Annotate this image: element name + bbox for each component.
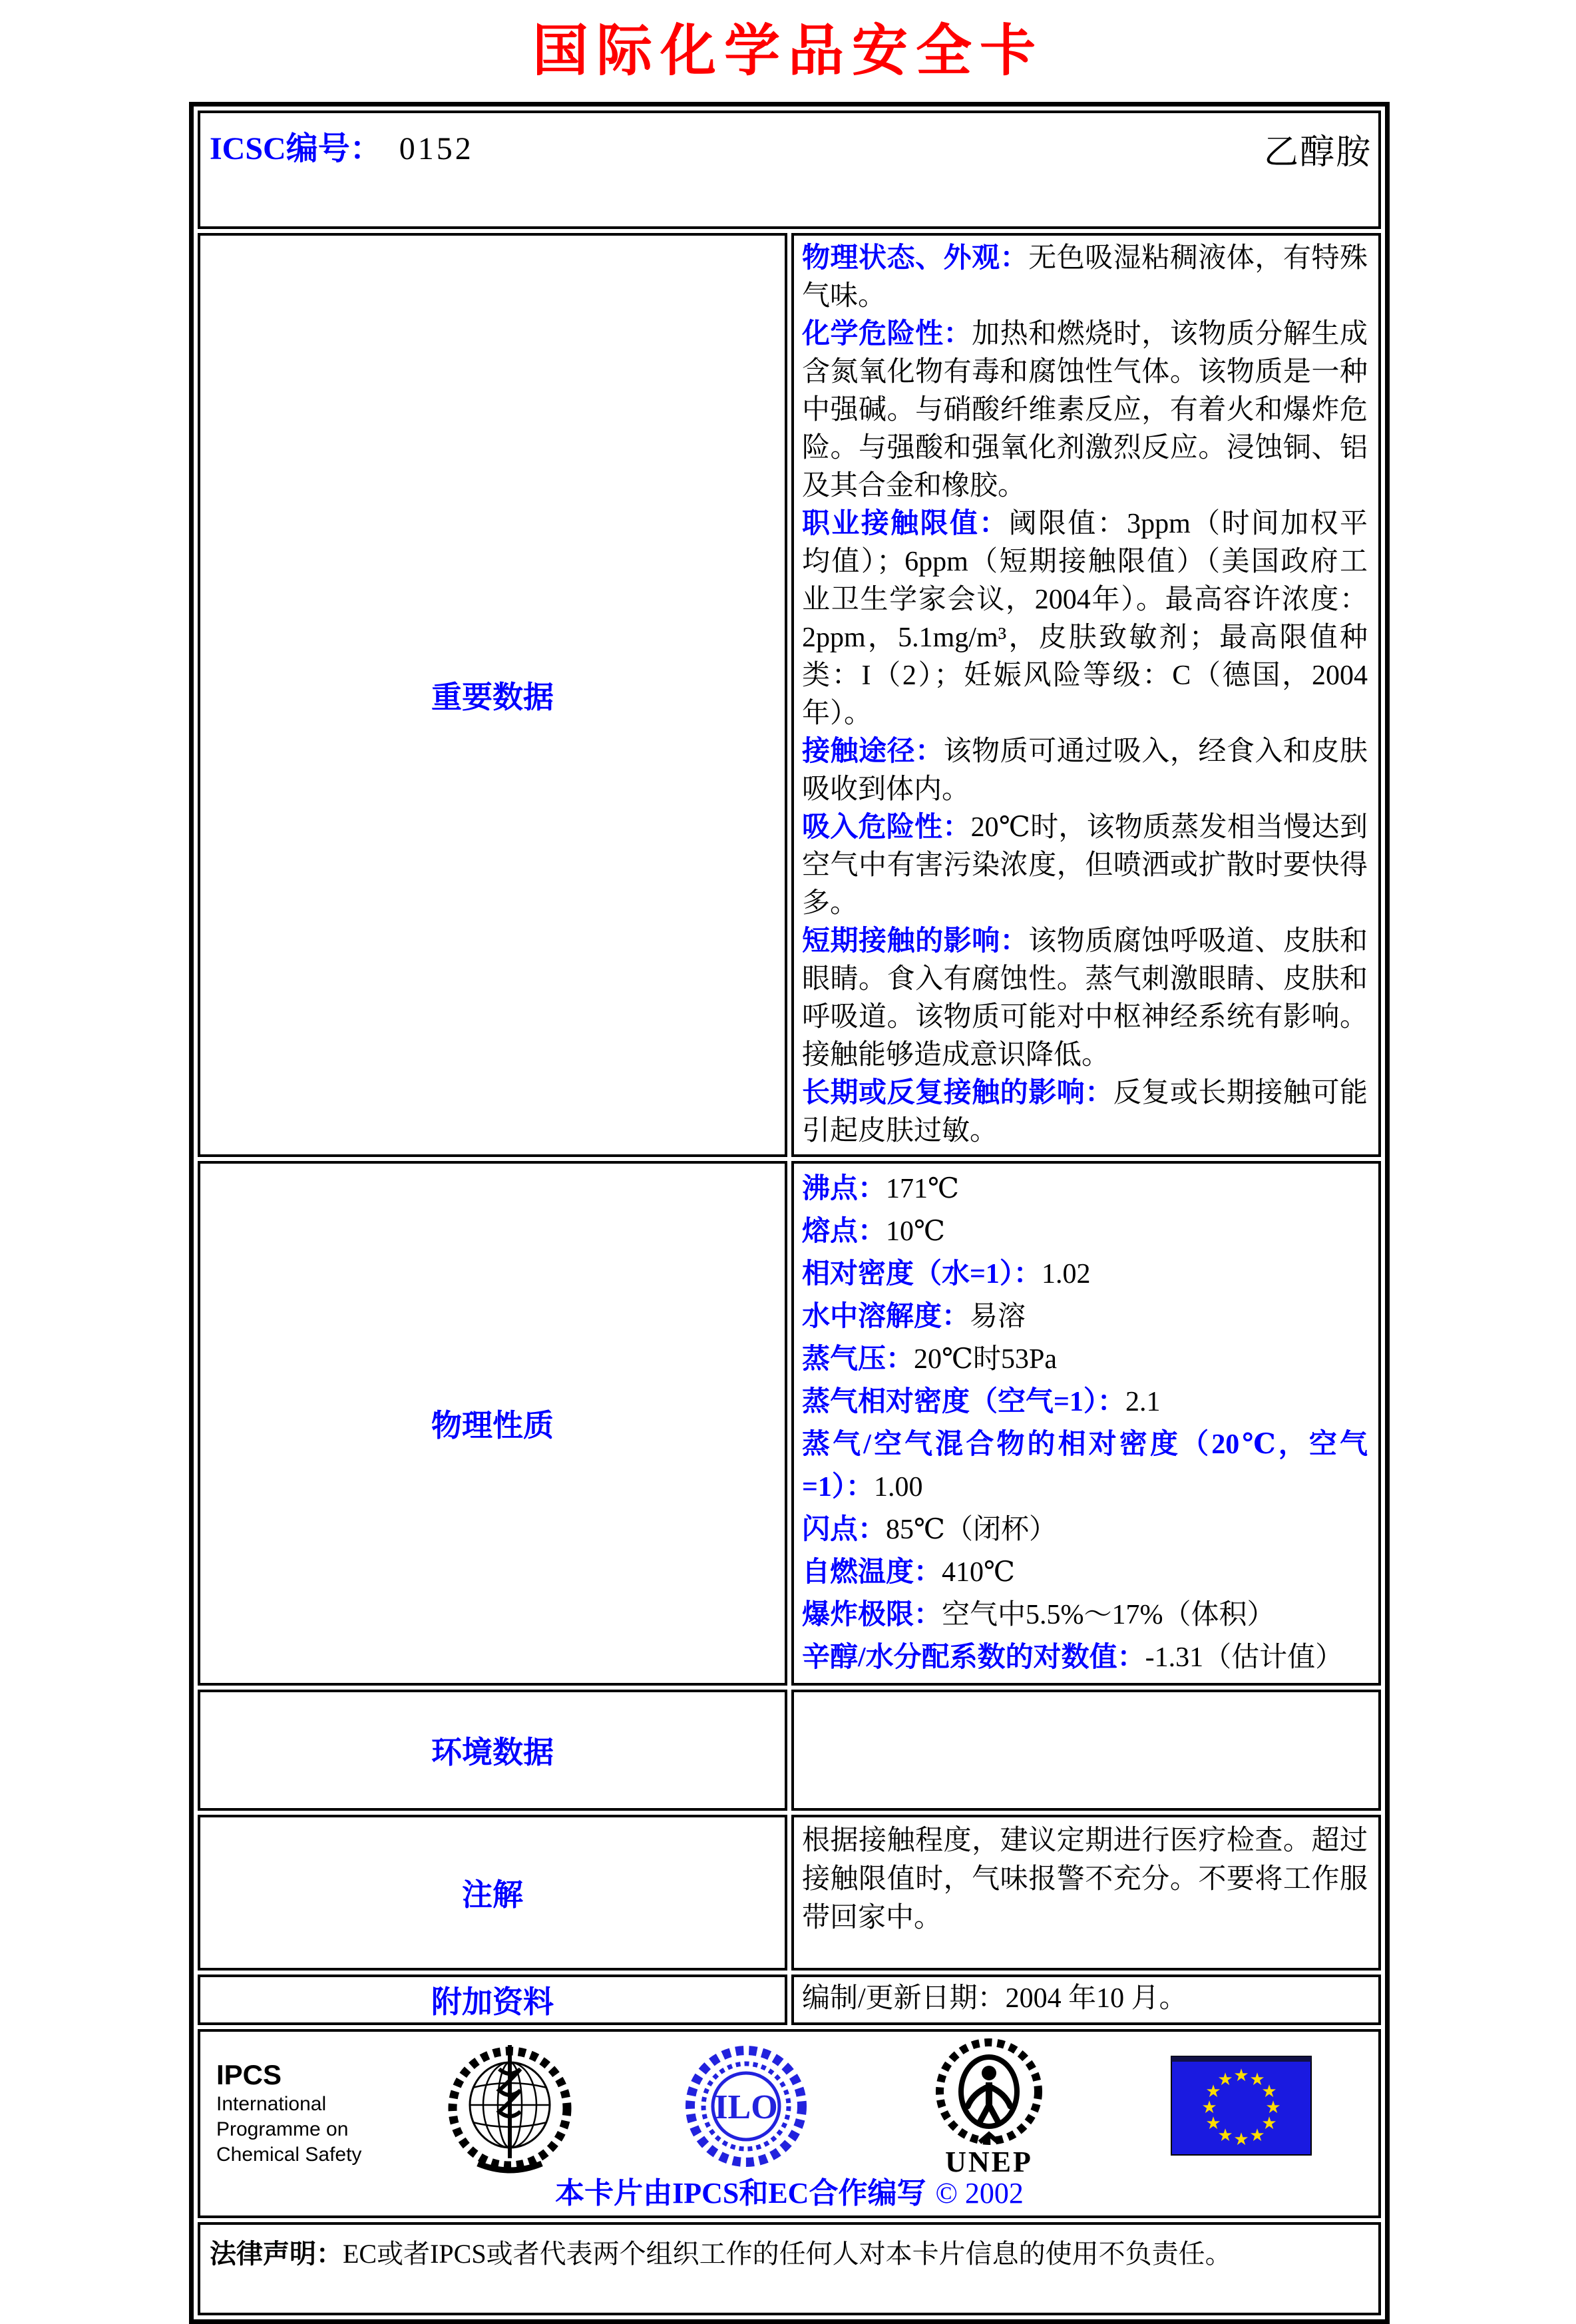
section-label-important-data: 重要数据 (198, 233, 787, 1157)
field-relative-density (802, 1253, 1368, 1295)
svg-text:★: ★ (1217, 2069, 1233, 2090)
field-occupational-limits (802, 505, 1368, 733)
field-label: 物理状态、外观： (802, 242, 1029, 274)
section-label-physical-properties: 物理性质 (198, 1161, 787, 1686)
svg-text:★: ★ (1265, 2097, 1281, 2118)
ilo-letters: ILO (714, 2088, 778, 2126)
page-title: 国际化学品安全卡 (532, 21, 1044, 83)
field-melting-point (802, 1210, 1368, 1253)
field-label: 闪点： (802, 1514, 886, 1545)
field-value: 2.1 (1125, 1386, 1161, 1417)
field-long-term-effects (802, 1074, 1368, 1150)
who-logo-icon (443, 2040, 576, 2176)
field-label: 熔点： (802, 1216, 886, 1247)
field-vapor-pressure (802, 1338, 1368, 1381)
ipcs-line: International (216, 2092, 327, 2115)
eu-flag-icon (1171, 2056, 1312, 2156)
additional-info-content (791, 1975, 1381, 2025)
field-value: 易溶 (970, 1301, 1026, 1332)
field-value: 空气中5.5%～17%（体积） (942, 1599, 1275, 1630)
field-label: 职业接触限值： (802, 508, 1009, 539)
field-value: 20℃时，该物质蒸发相当慢达到空气中有害污染浓度，但喷洒或扩散时要快得多。 (802, 812, 1368, 919)
section-label-additional-info: 附加资料 (198, 1975, 787, 2025)
field-label: 长期或反复接触的影响： (802, 1077, 1113, 1108)
icsc-number-group (210, 122, 1370, 168)
legal-label: 法律声明： (210, 2238, 343, 2269)
field-octanol-water-partition (802, 1636, 1368, 1679)
environmental-data-row (198, 1690, 1381, 1811)
field-label: 蒸气/空气混合物的相对密度（20℃，空气=1）： (802, 1429, 1368, 1503)
legal-row (198, 2222, 1381, 2315)
field-vapor-relative-density (802, 1381, 1368, 1423)
svg-text:★: ★ (1205, 2113, 1221, 2134)
svg-text:★: ★ (1217, 2125, 1233, 2146)
header-row (198, 111, 1381, 229)
copyright-text: © 2002 (935, 2176, 1024, 2209)
header-cell (198, 111, 1381, 229)
notes-content (791, 1815, 1381, 1971)
field-value: 该物质腐蚀呼吸道、皮肤和眼睛。食入有腐蚀性。蒸气刺激眼睛、皮肤和呼吸道。该物质可能对中枢神经系统有影响。接触能够造成意识降低。 (802, 925, 1368, 1070)
footer-row (198, 2029, 1381, 2218)
field-value: 加热和燃烧时，该物质分解生成含氮氧化物有毒和腐蚀性气体。该物质是一种中强碱。与硝酸纤维素反应，有着火和爆炸危险。与强酸和强氧化剂激烈反应。浸蚀铜、铝及其合金和橡胶。 (802, 318, 1368, 501)
field-boiling-point (802, 1168, 1368, 1210)
ipcs-title: IPCS (216, 2058, 282, 2090)
field-label: 水中溶解度： (802, 1301, 970, 1332)
ipcs-line: Programme on (216, 2118, 349, 2140)
svg-text:★: ★ (1233, 2065, 1249, 2086)
notes-row (198, 1815, 1381, 1971)
physical-properties-row (198, 1161, 1381, 1686)
field-value: 1.02 (1041, 1258, 1091, 1289)
field-inhalation-risk (802, 809, 1368, 923)
field-water-solubility (802, 1295, 1368, 1338)
important-data-row (198, 233, 1381, 1157)
field-explosive-limits (802, 1594, 1368, 1636)
svg-text:★: ★ (1249, 2069, 1265, 2090)
field-label: 短期接触的影响： (802, 925, 1029, 957)
field-chemical-danger (802, 316, 1368, 505)
additional-info-row (198, 1975, 1381, 2025)
field-value: -1.31（估计值） (1145, 1642, 1344, 1673)
field-label: 爆炸极限： (802, 1599, 942, 1630)
environmental-data-content (791, 1690, 1381, 1811)
credit-text: 本卡片由IPCS和EC合作编写 (555, 2176, 926, 2209)
field-autoignition-temperature (802, 1551, 1368, 1594)
unep-wordmark: UNEP (945, 2145, 1033, 2178)
field-short-term-effects (802, 923, 1368, 1074)
field-label: 相对密度（水=1）： (802, 1258, 1042, 1289)
section-label-notes: 注解 (198, 1815, 787, 1971)
legal-text: EC或者IPCS或者代表两个组织工作的任何人对本卡片信息的使用不负责任。 (343, 2238, 1232, 2269)
footer-logos (207, 2037, 1372, 2178)
field-value: 该物质可通过吸入，经食入和皮肤吸收到体内。 (802, 736, 1368, 805)
svg-text:★: ★ (1205, 2081, 1221, 2102)
unep-logo-icon (922, 2037, 1056, 2179)
physical-properties-content (791, 1161, 1381, 1686)
credit-line (200, 2169, 1378, 2211)
field-physical-state (802, 240, 1368, 316)
additional-info-text: 编制/更新日期：2004 年10 月。 (802, 1982, 1187, 2014)
field-value: 20℃时53Pa (914, 1343, 1057, 1375)
field-vapor-air-mixture-density (802, 1423, 1368, 1509)
field-value: 反复或长期接触可能引起皮肤过敏。 (802, 1077, 1368, 1146)
svg-text:★: ★ (1249, 2125, 1265, 2146)
legal-cell (198, 2222, 1381, 2315)
ilo-logo-icon (680, 2040, 813, 2173)
icsc-number-label: ICSC编号： (210, 130, 382, 166)
field-label: 化学危险性： (802, 318, 972, 349)
field-label: 沸点： (802, 1173, 886, 1204)
svg-text:★: ★ (1261, 2081, 1277, 2102)
chemical-name: 乙醇胺 (1263, 133, 1372, 172)
field-value: 无色吸湿粘稠液体，有特殊气味。 (802, 242, 1368, 312)
ipcs-line: Chemical Safety (216, 2143, 362, 2166)
field-label: 蒸气相对密度（空气=1）： (802, 1386, 1125, 1417)
field-label: 接触途径： (802, 736, 944, 767)
field-value: 171℃ (886, 1173, 959, 1204)
field-label: 蒸气压： (802, 1343, 914, 1375)
field-value: 1.00 (873, 1471, 923, 1503)
icsc-card-page (0, 20, 1576, 2269)
field-value: 阈限值：3ppm（时间加权平均值）；6ppm（短期接触限值）（美国政府工业卫生学家会议，2004年）。最高容许浓度：2ppm，5.1mg/m³，皮肤致敏剂；最高限值种类：I（2）；妊娠风险等级：C（德国，2004年）。 (802, 508, 1368, 729)
field-label: 吸入危险性： (802, 812, 971, 843)
svg-text:★: ★ (1201, 2097, 1217, 2118)
field-value: 10℃ (886, 1216, 945, 1247)
footer-cell (198, 2029, 1381, 2218)
important-data-content (791, 233, 1381, 1157)
field-label: 辛醇/水分配系数的对数值： (802, 1642, 1145, 1673)
field-value: 410℃ (942, 1556, 1015, 1588)
svg-text:★: ★ (1233, 2129, 1249, 2150)
field-label: 自燃温度： (802, 1556, 942, 1588)
field-flash-point (802, 1509, 1368, 1551)
section-label-environmental-data: 环境数据 (198, 1690, 787, 1811)
field-value: 85℃（闭杯） (886, 1514, 1057, 1545)
notes-text: 根据接触程度，建议定期进行医疗检查。超过接触限值时，气味报警不充分。不要将工作服带回家中。 (802, 1825, 1368, 1933)
field-exposure-routes (802, 733, 1368, 809)
icsc-card-table (189, 102, 1390, 2324)
icsc-number-value: 0152 (399, 130, 474, 166)
svg-text:★: ★ (1261, 2113, 1277, 2134)
ipcs-block (216, 2058, 362, 2168)
